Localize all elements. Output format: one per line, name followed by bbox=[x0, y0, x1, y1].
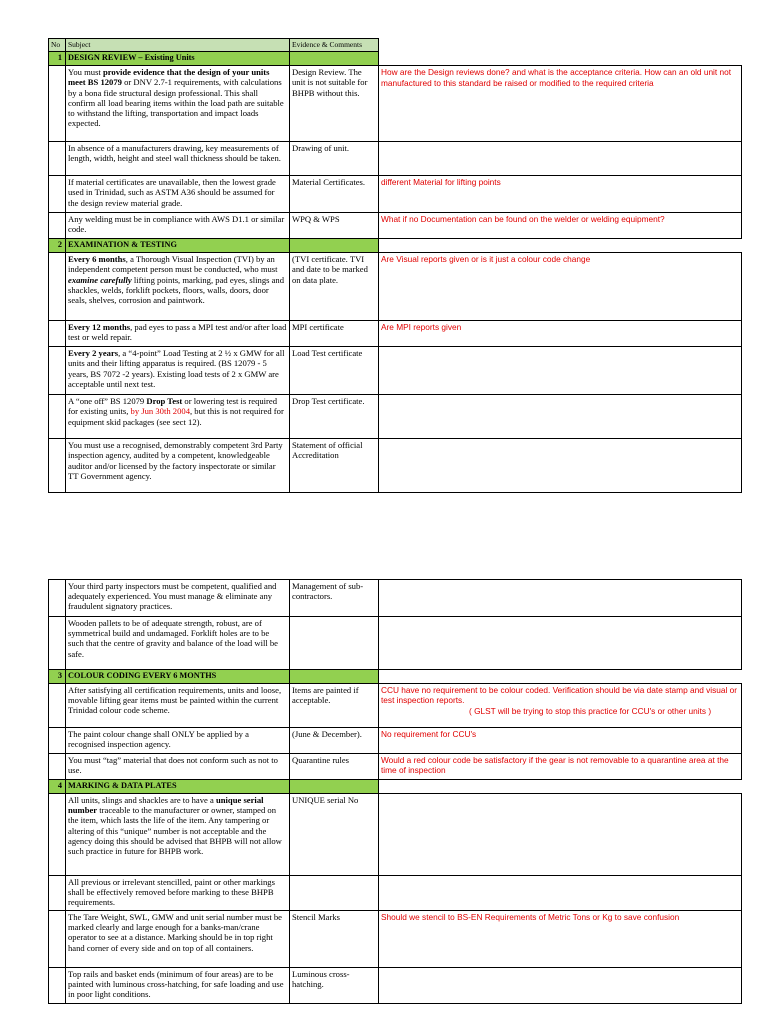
comment-cell: No requirement for CCU's bbox=[379, 728, 742, 754]
subject-cell: All units, slings and shackles are to have a unique serial number traceable to the manufacturer or owner, stamped on the item, which lasts the life of the item. Any tampering or altering of this “unique” number is not acceptable and the agency doing this should be advised that BHPB will not allow such practice in future for BHPB work. bbox=[66, 794, 290, 876]
subject-cell: After satisfying all certification requirements, units and loose, movable lifting gear items must be painted within the current Trinidad colour code scheme. bbox=[66, 684, 290, 728]
evidence-cell: Load Test certificate bbox=[290, 347, 379, 395]
subject-cell: The paint colour change shall ONLY be applied by a recognised inspection agency. bbox=[66, 728, 290, 754]
evidence-cell: UNIQUE serial No bbox=[290, 794, 379, 876]
evidence-cell bbox=[290, 617, 379, 670]
comment-cell: What if no Documentation can be found on the welder or welding equipment? bbox=[379, 213, 742, 239]
comment-cell: different Material for lifting points bbox=[379, 176, 742, 213]
comment-cell: Are MPI reports given bbox=[379, 321, 742, 347]
section-number: 3 bbox=[49, 670, 66, 684]
table-row bbox=[49, 66, 742, 142]
section-row bbox=[49, 239, 742, 253]
table-row bbox=[49, 754, 742, 780]
comment-cell bbox=[379, 968, 742, 1004]
evidence-cell: Management of sub-contractors. bbox=[290, 580, 379, 617]
requirements-table-top bbox=[48, 38, 742, 493]
comment-cell bbox=[379, 876, 742, 911]
evidence-cell: Luminous cross-hatching. bbox=[290, 968, 379, 1004]
evidence-cell: Stencil Marks bbox=[290, 911, 379, 968]
header-subject: Subject bbox=[66, 39, 290, 52]
comment-cell: How are the Design reviews done? and what is the acceptance criteria. How can an old unit not manufactured to this standard be raised or modified to the required criteria bbox=[379, 66, 742, 142]
section-number: 1 bbox=[49, 52, 66, 66]
comment-cell: CCU have no requirement to be colour coded. Verification should be via date stamp and visual or test inspection reports. ( GLST will be trying to stop this practice for CCU's or other units ) bbox=[379, 684, 742, 728]
subject-cell: A “one off” BS 12079 Drop Test or lowering test is required for existing units, by Jun 30th 2004, but this is not required for equipment skid packages (see sect 12). bbox=[66, 395, 290, 439]
subject-cell: In absence of a manufacturers drawing, key measurements of length, width, height and steel wall thickness should be taken. bbox=[66, 142, 290, 176]
table-row bbox=[49, 176, 742, 213]
table-row bbox=[49, 968, 742, 1004]
subject-cell: You must “tag” material that does not conform such as not to use. bbox=[66, 754, 290, 780]
subject-cell: Every 2 years, a “4-point” Load Testing at 2 ½ x GMW for all units and their lifting apparatus is required. (BS 12079 - 5 years, BS 7072 -2 years). Existing load tests of 2 x GMW are acceptable until next test. bbox=[66, 347, 290, 395]
comment-cell: Would a red colour code be satisfactory if the gear is not removable to a quarantine area at the time of inspection bbox=[379, 754, 742, 780]
table-row bbox=[49, 395, 742, 439]
evidence-cell: (TVI certificate. TVI and date to be marked on data plate. bbox=[290, 253, 379, 321]
section-row bbox=[49, 670, 742, 684]
section-row bbox=[49, 780, 742, 794]
table-row bbox=[49, 794, 742, 876]
evidence-cell: Drop Test certificate. bbox=[290, 395, 379, 439]
table-row bbox=[49, 142, 742, 176]
comment-cell bbox=[379, 142, 742, 176]
header-no: No bbox=[49, 39, 66, 52]
section-number: 2 bbox=[49, 239, 66, 253]
section-number: 4 bbox=[49, 780, 66, 794]
table-row bbox=[49, 911, 742, 968]
section-title: MARKING & DATA PLATES bbox=[66, 780, 290, 794]
subject-cell: You must provide evidence that the design of your units meet BS 12079 or DNV 2.7-1 requirements, with calculations by a bona fide structural design professional. This shall confirm all load bearing items within the load path are suitable to withstand the lifting, transportation and impact loads expected. bbox=[66, 66, 290, 142]
subject-cell: Your third party inspectors must be competent, qualified and adequately experienced. You must manage & eliminate any fraudulent signatory practices. bbox=[66, 580, 290, 617]
comment-cell bbox=[379, 347, 742, 395]
comment-cell bbox=[379, 395, 742, 439]
subject-cell: The Tare Weight, SWL, GMW and unit serial number must be marked clearly and large enough for a banks-man/crane operator to see at a distance. Marking should be in top right hand corner of every side and on top of all containers. bbox=[66, 911, 290, 968]
comment-cell bbox=[379, 617, 742, 670]
section-title: COLOUR CODING EVERY 6 MONTHS bbox=[66, 670, 290, 684]
comment-cell bbox=[379, 580, 742, 617]
comment-cell bbox=[379, 439, 742, 493]
evidence-cell: Material Certificates. bbox=[290, 176, 379, 213]
requirements-table-bottom bbox=[48, 579, 742, 1004]
section-title: EXAMINATION & TESTING bbox=[66, 239, 290, 253]
subject-cell: You must use a recognised, demonstrably competent 3rd Party inspection agency, audited by a competent, knowledgeable auditor and/or licensed by the factory inspectorate or similar TT Government agency. bbox=[66, 439, 290, 493]
comment-cell: Should we stencil to BS-EN Requirements of Metric Tons or Kg to save confusion bbox=[379, 911, 742, 968]
subject-cell: Wooden pallets to be of adequate strength, robust, are of symmetrical build and undamaged. Forklift holes are to be such that the centre of gravity and balance of the load will be safe. bbox=[66, 617, 290, 670]
subject-cell: Every 12 months, pad eyes to pass a MPI test and/or after load test or weld repair. bbox=[66, 321, 290, 347]
evidence-cell: MPI certificate bbox=[290, 321, 379, 347]
table-header-row bbox=[49, 39, 742, 52]
table-row bbox=[49, 213, 742, 239]
subject-cell: All previous or irrelevant stencilled, paint or other markings shall be effectively removed before marking to these BHPB requirements. bbox=[66, 876, 290, 911]
evidence-cell: Drawing of unit. bbox=[290, 142, 379, 176]
subject-cell: Any welding must be in compliance with AWS D1.1 or similar code. bbox=[66, 213, 290, 239]
subject-cell: Every 6 months, a Thorough Visual Inspection (TVI) by an independent competent person must be conducted, who must examine carefully lifting points, marking, pad eyes, slings and shackles, welds, forklift pockets, floors, walls, doors, door seals, shelves, corrosion and paintwork. bbox=[66, 253, 290, 321]
table-row bbox=[49, 439, 742, 493]
table-row bbox=[49, 684, 742, 728]
table-row bbox=[49, 347, 742, 395]
table-row bbox=[49, 728, 742, 754]
evidence-cell bbox=[290, 876, 379, 911]
comment-cell: Are Visual reports given or is it just a colour code change bbox=[379, 253, 742, 321]
evidence-cell: WPQ & WPS bbox=[290, 213, 379, 239]
section-row bbox=[49, 52, 742, 66]
table-row bbox=[49, 321, 742, 347]
evidence-cell: Quarantine rules bbox=[290, 754, 379, 780]
section-title: DESIGN REVIEW – Existing Units bbox=[66, 52, 290, 66]
evidence-cell: Design Review. The unit is not suitable for BHPB without this. bbox=[290, 66, 379, 142]
evidence-cell: (June & December). bbox=[290, 728, 379, 754]
table-row bbox=[49, 617, 742, 670]
subject-cell: Top rails and basket ends (minimum of four areas) are to be painted with luminous cross-hatching, for safe loading and use in poor light conditions. bbox=[66, 968, 290, 1004]
comment-cell bbox=[379, 794, 742, 876]
evidence-cell: Items are painted if acceptable. bbox=[290, 684, 379, 728]
table-row bbox=[49, 253, 742, 321]
table-row bbox=[49, 580, 742, 617]
header-evidence: Evidence & Comments bbox=[290, 39, 379, 52]
evidence-cell: Statement of official Accreditation bbox=[290, 439, 379, 493]
subject-cell: If material certificates are unavailable, then the lowest grade used in Trinidad, such as ASTM A36 should be assumed for the design review material grade. bbox=[66, 176, 290, 213]
table-row bbox=[49, 876, 742, 911]
